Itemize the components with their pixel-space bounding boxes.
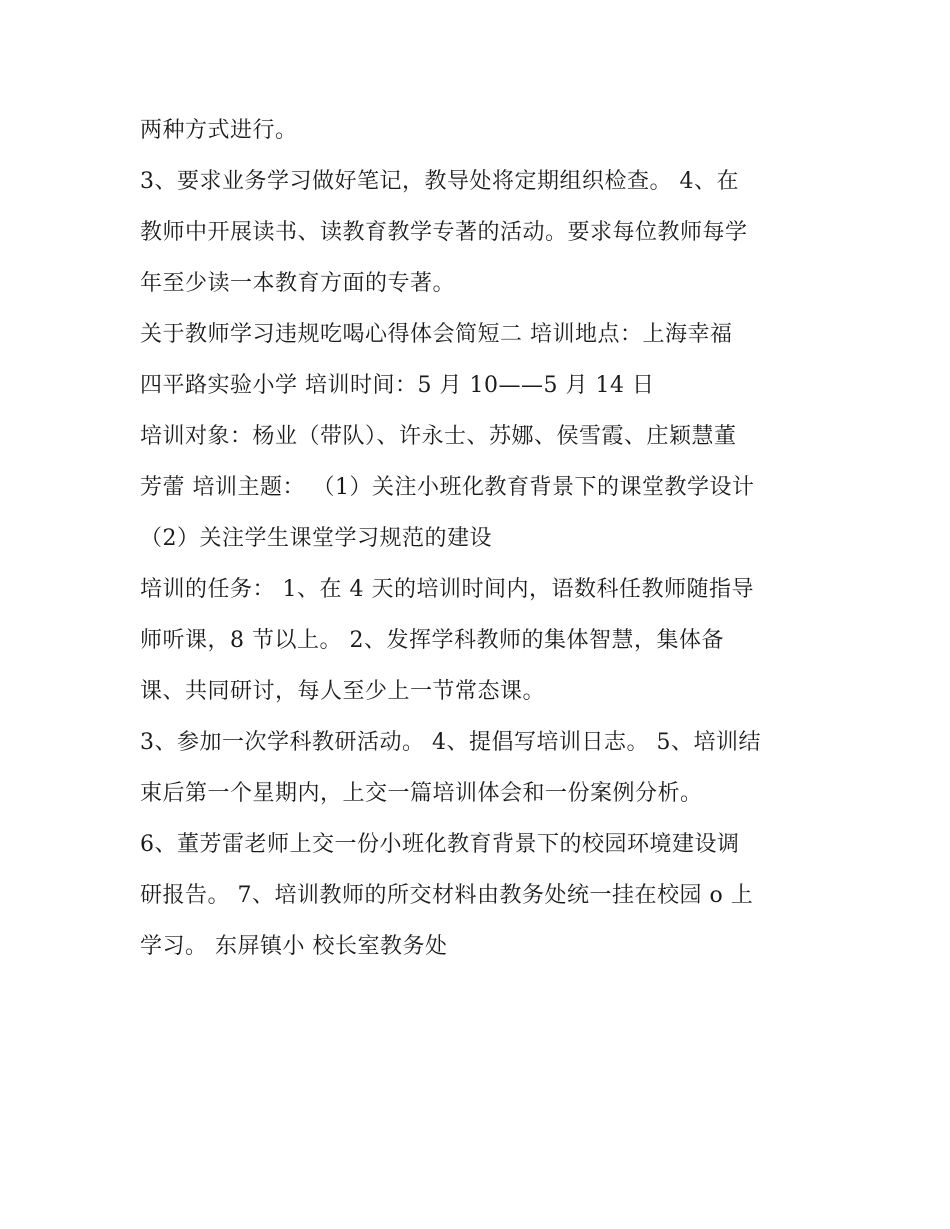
text-line: 培训对象：杨业（带队）、许永士、苏娜、侯雪霞、庄颖慧董 <box>140 424 737 449</box>
text-line: 培训的任务： 1、在 4 天的培训时间内，语数科任教师随指导 <box>140 577 754 602</box>
text-line: 学习。 东屏镇小 校长室教务处 <box>140 934 448 959</box>
text-line: 年至少读一本教育方面的专著。 <box>140 271 456 296</box>
text-line: 师听课，8 节以上。 2、发挥学科教师的集体智慧，集体备 <box>140 628 724 653</box>
text-line: 关于教师学习违规吃喝心得体会简短二 培训地点：上海幸福 <box>140 322 733 347</box>
text-line: 四平路实验小学 培训时间：5 月 10——5 月 14 日 <box>140 373 655 398</box>
text-line: （2）关注学生课堂学习规范的建设 <box>140 526 492 551</box>
text-line: 教师中开展读书、读教育教学专著的活动。要求每位教师每学 <box>140 220 748 245</box>
text-line: 3、参加一次学科教研活动。 4、提倡写培训日志。 5、培训结 <box>140 730 761 755</box>
text-line: 3、要求业务学习做好笔记，教导处将定期组织检查。 4、在 <box>140 169 739 194</box>
text-line: 课、共同研讨，每人至少上一节常态课。 <box>140 679 546 704</box>
text-line: 芳蕾 培训主题： （1）关注小班化教育背景下的课堂教学设计 <box>140 475 755 500</box>
text-line: 6、董芳雷老师上交一份小班化教育背景下的校园环境建设调 <box>140 832 740 857</box>
document-body <box>140 105 820 972</box>
text-line: 研报告。 7、培训教师的所交材料由教务处统一挂在校园 o 上 <box>140 883 754 908</box>
text-line: 束后第一个星期内，上交一篇培训体会和一份案例分析。 <box>140 781 703 806</box>
text-line: 两种方式进行。 <box>140 118 298 143</box>
